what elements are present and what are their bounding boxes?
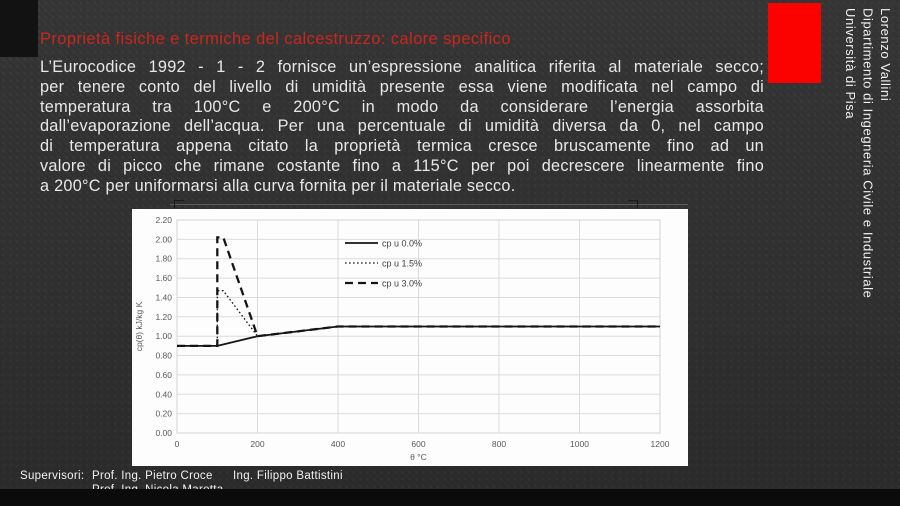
body-line: di temperatura appena citato la proprietà termica cresce bruscamente fino ad un <box>40 137 764 156</box>
chart-frame-mark-left <box>174 200 184 208</box>
svg-text:0.40: 0.40 <box>155 389 172 400</box>
author-name: Lorenzo Vallini <box>878 8 893 102</box>
bottom-bar <box>0 489 900 506</box>
svg-text:0.20: 0.20 <box>155 408 172 419</box>
supervisor-1: Prof. Ing. Pietro Croce <box>92 470 213 482</box>
svg-text:0.80: 0.80 <box>155 350 172 361</box>
svg-text:600: 600 <box>411 439 426 449</box>
svg-text:200: 200 <box>250 439 265 449</box>
body-text <box>40 58 764 197</box>
svg-text:1.00: 1.00 <box>155 331 172 342</box>
supervisors-label: Supervisori: <box>20 470 85 482</box>
chart-frame-line <box>170 204 688 205</box>
svg-text:cp u 3.0%: cp u 3.0% <box>382 278 423 289</box>
red-accent-box <box>768 3 821 83</box>
svg-text:1.80: 1.80 <box>155 253 172 264</box>
svg-text:cp u 1.5%: cp u 1.5% <box>382 258 423 269</box>
y-axis-title: cp(θ) kJ/kg K <box>134 301 144 352</box>
svg-text:1.20: 1.20 <box>155 311 172 322</box>
body-line: temperatura tra 100°C e 200°C in modo da considerare l’energia assorbita <box>40 97 764 116</box>
author-university: Università di Pisa <box>843 8 858 120</box>
svg-text:cp u 0.0%: cp u 0.0% <box>382 238 423 249</box>
svg-text:0.00: 0.00 <box>155 428 172 438</box>
svg-text:1.40: 1.40 <box>155 292 172 303</box>
chart-frame-mark-right <box>628 200 638 208</box>
svg-text:400: 400 <box>330 439 346 449</box>
x-axis-title: θ °C <box>410 452 427 462</box>
author-department: Dipartimento di Ingegneria Civile e Industriale <box>860 8 876 299</box>
svg-text:0: 0 <box>174 439 180 449</box>
svg-text:2.00: 2.00 <box>155 234 172 245</box>
chart-axis-labels <box>134 215 670 462</box>
body-line: valore di picco che rimane costante fino a 115°C per poi decrescere linearmente fino <box>40 156 764 175</box>
specific-heat-chart <box>132 209 688 466</box>
svg-text:2.20: 2.20 <box>155 215 172 225</box>
body-line: per tenere conto del livello di umidità presente essa viene modificata nel campo di <box>40 77 764 96</box>
body-line: a 200°C per uniformarsi alla curva fornita per il materiale secco. <box>40 176 516 195</box>
co-supervisor: Ing. Filippo Battistini <box>233 470 343 482</box>
chart-legend <box>345 239 422 289</box>
svg-text:1000: 1000 <box>570 439 589 449</box>
svg-text:800: 800 <box>491 439 507 449</box>
svg-text:0.60: 0.60 <box>155 369 172 380</box>
chart-panel <box>132 209 688 466</box>
svg-text:1200: 1200 <box>650 439 670 449</box>
svg-text:1.60: 1.60 <box>155 273 172 284</box>
body-line: L’Eurocodice 1992 - 1 - 2 fornisce un’espressione analitica riferita al materiale secco; <box>40 58 764 76</box>
corner-patch <box>0 0 38 57</box>
author-info <box>842 8 895 468</box>
body-line: dall’evaporazione dell’acqua. Per una percentuale di umidità diversa da 0, nel campo <box>40 117 764 136</box>
slide-title: Proprietà fisiche e termiche del calcestruzzo: calore specifico <box>40 30 511 48</box>
